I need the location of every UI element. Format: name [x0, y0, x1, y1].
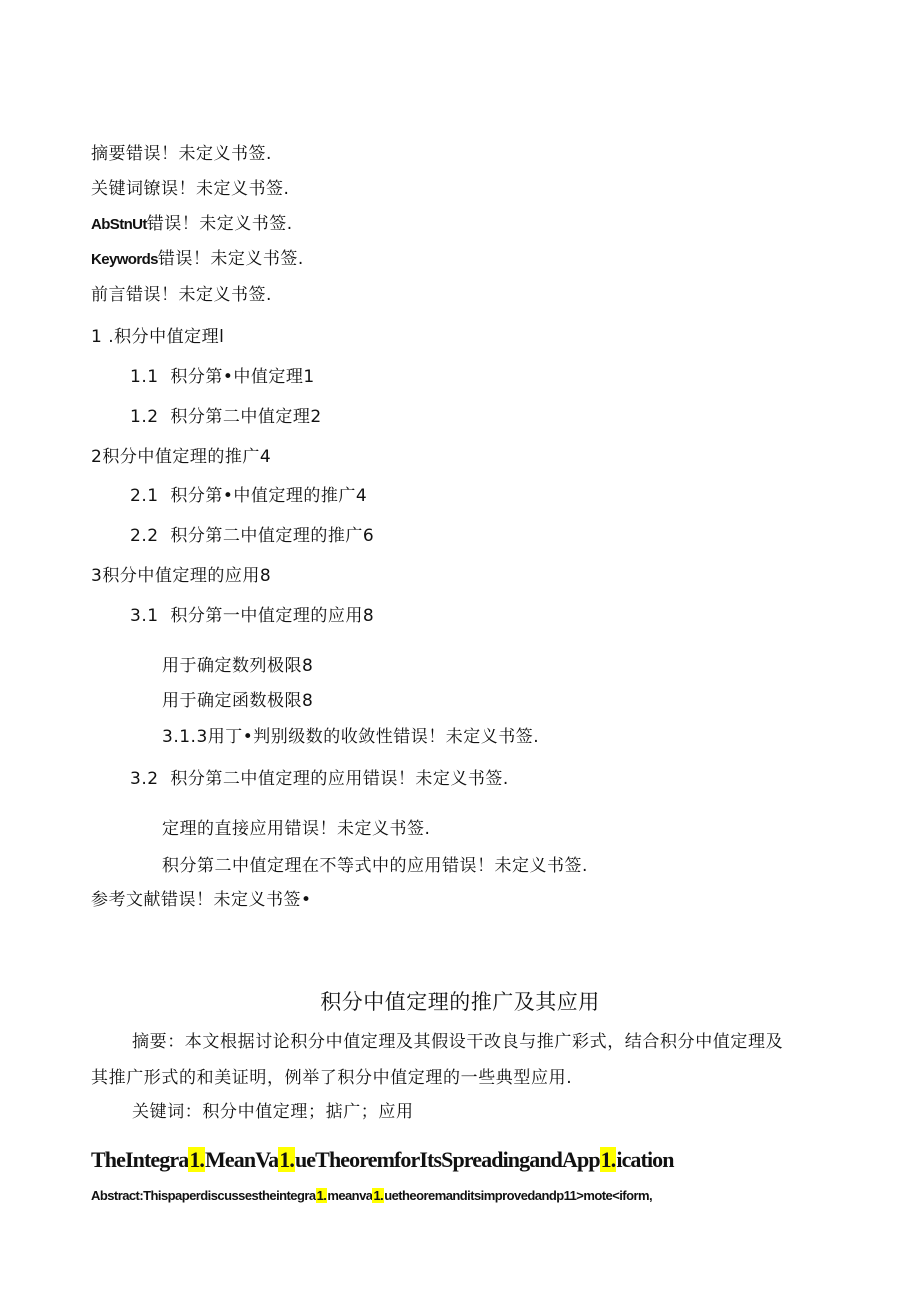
toc-item-lead: Keywords: [91, 251, 158, 268]
toc-item-label: 3积分中值定理的应用8: [91, 566, 272, 586]
highlight-mark: 1.: [316, 1188, 327, 1203]
toc-item-label: 摘要错误！未定义书签.: [91, 144, 272, 164]
toc-item-lead: AbStnUt: [91, 216, 147, 233]
highlight-mark: 1.: [189, 1147, 205, 1172]
toc-item-sec3[interactable]: [91, 565, 271, 587]
toc-item-label: 错误！未定义书签.: [157, 249, 304, 269]
toc-item-preface[interactable]: [91, 284, 272, 306]
toc-item-label: 定理的直接应用错误！未定义书签.: [162, 819, 431, 839]
toc-item-label: 3.2 积分第二中值定理的应用错误！未定义书签.: [130, 769, 509, 789]
toc-item-sec3-1-2[interactable]: [162, 690, 313, 712]
toc-item-label: 1.2 积分第二中值定理2: [130, 407, 322, 427]
toc-item-sec1-1[interactable]: [130, 366, 315, 388]
toc-item-label: 积分第二中值定理在不等式中的应用错误！未定义书签.: [162, 856, 588, 876]
english-title-part: TheIntegra: [91, 1147, 189, 1172]
toc-item-sec3-2[interactable]: [130, 768, 509, 790]
toc-item-abstract-en[interactable]: [91, 213, 293, 236]
toc-item-label: 用于确定函数极限8: [162, 691, 314, 711]
highlight-mark: 1.: [600, 1147, 616, 1172]
english-abstract-part: meanva: [327, 1188, 373, 1203]
toc-item-sec3-2-1[interactable]: [162, 818, 430, 840]
toc-item-sec2-2[interactable]: [130, 525, 374, 547]
keywords-line: 关键词：积分中值定理；掂广；应用: [132, 1102, 414, 1122]
toc-item-label: 3.1.3用丁•判别级数的收敛性错误！未定义书签.: [162, 727, 540, 747]
toc-item-abstract[interactable]: [91, 143, 272, 165]
english-abstract-part: uetheoremanditsimprovedandp11>mote<iform,: [384, 1188, 653, 1203]
english-abstract: [91, 1185, 652, 1207]
toc-item-keywords-en[interactable]: [91, 248, 304, 271]
toc-item-label: 前言错误！未定义书签.: [91, 285, 272, 305]
toc-item-sec3-2-2[interactable]: [162, 855, 588, 877]
toc-item-label: 1 .积分中值定理l: [91, 327, 225, 347]
toc-item-label: 2积分中值定理的推广4: [91, 447, 272, 467]
toc-item-label: 1.1 积分第•中值定理1: [130, 367, 315, 387]
toc-item-sec2-1[interactable]: [130, 485, 367, 507]
toc-item-label: 用于确定数列极限8: [162, 656, 314, 676]
english-title-part: MeanVa: [205, 1147, 279, 1172]
toc-item-sec1-2[interactable]: [130, 406, 322, 428]
english-title: [91, 1145, 674, 1175]
toc-item-keywords[interactable]: [91, 178, 289, 200]
highlight-mark: 1.: [373, 1188, 384, 1203]
toc-item-label: 2.2 积分第二中值定理的推广6: [130, 526, 375, 546]
toc-item-label: 参考文献错误！未定义书签•: [91, 890, 312, 910]
toc-item-sec3-1-3[interactable]: [162, 726, 539, 748]
toc-item-label: 关键词镣误！未定义书签.: [91, 179, 290, 199]
english-title-part: ueTheoremforItsSpreadingandApp: [294, 1147, 600, 1172]
english-abstract-part: Abstract:Thispaperdiscussestheintegra: [91, 1188, 316, 1203]
toc-item-sec3-1[interactable]: [130, 605, 374, 627]
english-title-part: ication: [616, 1147, 674, 1172]
toc-item-label: 2.1 积分第•中值定理的推广4: [130, 486, 368, 506]
toc-item-sec1[interactable]: [91, 326, 224, 348]
paper-title: 积分中值定理的推广及其应用: [320, 990, 600, 1014]
abstract-line-1: 摘要：本文根据讨论积分中值定理及其假设干改良与推广彩式，结合积分中值定理及: [132, 1032, 784, 1052]
toc-item-references[interactable]: [91, 889, 312, 911]
abstract-line-2: 其推广形式的和美证明，例举了积分中值定理的一些典型应用.: [91, 1068, 573, 1088]
toc-item-sec3-1-1[interactable]: [162, 655, 313, 677]
toc-item-label: 错误！未定义书签.: [146, 214, 293, 234]
highlight-mark: 1.: [279, 1147, 294, 1172]
toc-item-label: 3.1 积分第一中值定理的应用8: [130, 606, 375, 626]
toc-item-sec2[interactable]: [91, 446, 271, 468]
